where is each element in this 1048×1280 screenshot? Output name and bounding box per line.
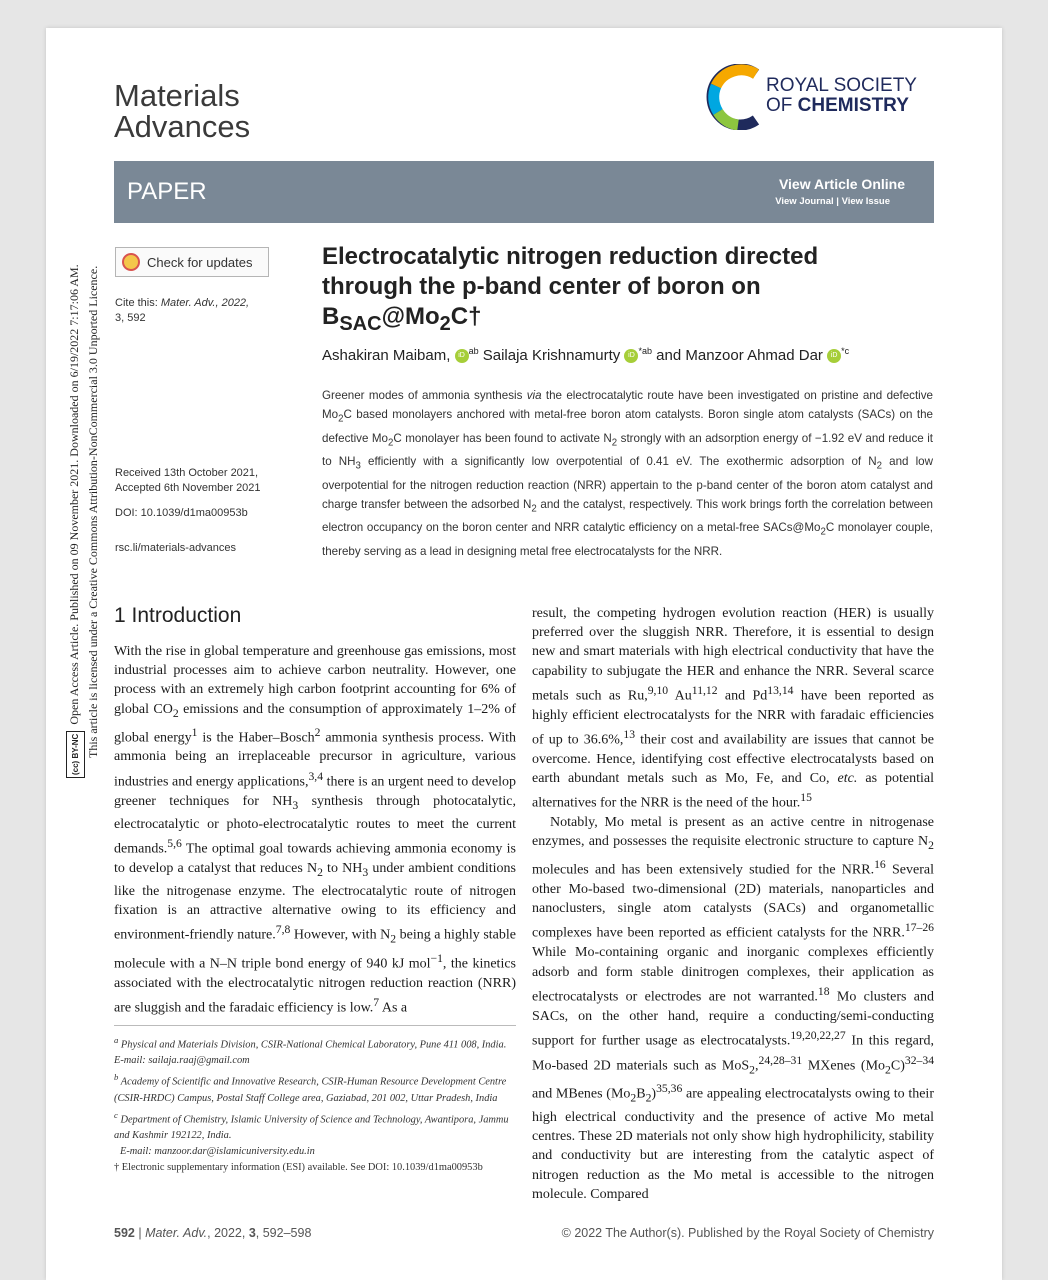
doi[interactable]: DOI: 10.1039/d1ma00953b [115, 507, 248, 519]
page-footer-citation: 592 | Mater. Adv., 2022, 3, 592–598 [114, 1226, 312, 1240]
license-note: This article is licensed under a Creative Commons Attribution-NonCommercial 3.0 Unported Licence. [86, 265, 100, 758]
affiliation-b: $^b$ Academy of Scientific and Innovative Research, CSIR-Human Resource Development Centre (CSIR-HRDC) Campus, Postal Staff College area, Gaziabad, 201 002, Uttar Pradesh, India [114, 1072, 507, 1104]
view-article-online-link[interactable]: View Article Online [778, 176, 905, 192]
check-for-updates-button[interactable]: Check for updates [115, 247, 269, 277]
article-page [46, 28, 1002, 1280]
journal-issue-links: View Journal | View Issue [775, 196, 890, 207]
orcid-icon[interactable]: iD [455, 349, 469, 363]
cc-license-icon[interactable]: (cc) BY-NC [66, 731, 85, 778]
affiliation-c: $^c$ Department of Chemistry, Islamic University of Science and Technology, Awantipora, Jammu and Kashmir 192122, India. [114, 1109, 509, 1142]
footnote-divider [114, 1025, 516, 1026]
paragraph: result, the competing hydrogen evolution reaction (HER) is usually preferred over the sluggish NRR. Therefore, it is essential to design new and smart materials with high electrical conductivity that have the capability to subjugate the HER and enhance the NRR. Several scarce metals such as Ru,$^{9,10}$ Au$^{11,12}$ and Pd$^{13,14}$ have been reported as highly efficient electrocatalysts for the NRR with faradaic efficiencies of up to 36.6%,$^{13}$ their cost and availability are issues that cannot be overcome. Hence, identifying cost effective electrocatalysts based on earth abundant metals such as Mo, Fe, and Co, etc. as potential alternatives for the NRR is the need of the hour.$^{15}$ [532, 606, 935, 811]
license-sidebar [66, 158, 102, 778]
affiliation-a: $^a$ Physical and Materials Division, CSIR-National Chemical Laboratory, Pune 411 008, India. E-mail: sailaja.raaj@gmail.com [114, 1035, 507, 1067]
journal-site-link[interactable]: rsc.li/materials-advances [115, 542, 237, 554]
author-list: Ashakiran Maibam, iD $^{ab}$ Sailaja Krishnamurty iD $^{*ab}$ and Manzoor Ahmad Dar iD $^{*c}$ [322, 346, 850, 364]
copyright: © 2022 The Author(s). Published by the Royal Society of Chemistry [561, 1226, 934, 1240]
title-formula: $B_{SAC}@Mo_2C\dagger$ [322, 303, 482, 335]
orcid-icon[interactable]: iD [624, 349, 638, 363]
affiliation-c-email: E-mail: manzoor.dar@islamicuniversity.edu.in [120, 1146, 315, 1158]
esi-note: † Electronic supplementary information (ESI) available. See DOI: 10.1039/d1ma00953b [114, 1162, 483, 1174]
abstract: Greener modes of ammonia synthesis via the electrocatalytic route have been investigated on pristine and defective $Mo_2C$ based monolayers anchored with metal-free boron atom catalysts. Boron single atom catalysts (SACs) on the defective $Mo_2C$ monolayer has been found to activate $N_2$ strongly with an adsorption energy of −1.92 eV and reduce it to $NH_3$ efficiently with a significantly low overpotential of 0.41 eV. The exothermic adsorption of $N_2$ and low overpotential for the nitrogen reduction reaction (NRR) appertain to the p-band center of the boron atom catalyst and charge transfer between the adsorbed $N_2$ and the catalyst, respectively. This work brings forth the correlation between electron occupancy on the boron center and NRR catalytic efficiency on a metal-free $SACs@Mo_2C$ monolayer couple, thereby serving as a lead in designing metal free electrocatalysts for the NRR. [322, 389, 933, 558]
view-journal-link[interactable]: View Journal [775, 196, 834, 207]
body-column-right [532, 604, 934, 1204]
article-title: Electrocatalytic nitrogen reduction directed through the p-band center of boron on $B_{SAC}@Mo_2C\dagger$ [322, 242, 902, 339]
citation: Cite this: Mater. Adv., 2022, 3, 592 [115, 297, 250, 324]
publication-info: (cc) BY-NCOpen Access Article. Published on 09 November 2021. Downloaded on 6/19/2022 7:17:06 AM. [66, 158, 85, 778]
section-heading: 1 Introduction [114, 604, 242, 627]
article-type: PAPER [127, 178, 207, 205]
publisher-name: ROYAL SOCIETY OF CHEMISTRY [766, 75, 917, 116]
body-column-left [114, 642, 516, 1018]
article-type-banner [114, 161, 934, 223]
affiliations [114, 1032, 516, 1176]
update-badge-icon [122, 253, 140, 271]
paragraph: Notably, Mo metal is present as an active centre in nitrogenase enzymes, and possesses the requisite electronic structure to capture $N_2$ molecules and has been extensively studied for the NRR.$^{16}$ Several other Mo-based two-dimensional (2D) materials, nanoparticles and nanoclusters, single atom catalysts (SACs) and organometallic complexes have been reported as efficient catalysts for the NRR.$^{17-26}$ While Mo-containing organic and inorganic complexes efficiently adsorb and form stable dinitrogen complexes, their application as electrocatalysts or electrodes are not warranted.$^{18}$ Mo clusters and SACs, on the other hand, require a conducting/semi-conducting support for further usage as electrocatalysts.$^{19,20,22,27}$ In this regard, Mo-based 2D materials such as MoS$_2$,$^{24,28-31}$ MXenes $(Mo_2C)^{32-34}$ and MBenes $(Mo_2B_2)^{35,36}$ are appealing electrocatalysts owing to their high electrical conductivity and the presence of active Mo metal centres. These 2D materials not only show high hydrophilicity, stability and conductivity but are interesting from the catalytic aspect of nitrogen reduction as the Mo metal is accessible to the nitrogen molecule. Compared [532, 815, 935, 1202]
journal-name: Materials Advances [114, 78, 251, 144]
article-dates: Received 13th October 2021, Accepted 6th November 2021 [115, 467, 261, 494]
rsc-logo-icon [706, 64, 768, 130]
orcid-icon[interactable]: iD [827, 349, 841, 363]
view-issue-link[interactable]: View Issue [841, 196, 890, 207]
paragraph: With the rise in global temperature and greenhouse gas emissions, most industrial processes aim to achieve carbon neutrality. However, one process with an extremely high carbon footprint accounting for 6% of global $CO_2$ emissions and the consumption of approximately 1–2% of global energy$^1$ is the Haber–Bosch$^2$ ammonia synthesis process. With ammonia being an irreplaceable precursor in agriculture, various industries and energy applications,$^{3,4}$ there is an urgent need to develop greener techniques for $NH_3$ synthesis through photocatalytic, electrocatalytic or photo-electrocatalytic routes to meet the current demands.$^{5,6}$ The optimal goal towards achieving ammonia economy is to develop a catalyst that reduces $N_2$ to $NH_3$ under ambient conditions like the nitrogenase enzyme. The electrocatalytic route of nitrogen fixation is an attractive alternative owing to its efficiency and environment-friendly nature.$^{7,8}$ However, with $N_2$ being a highly stable molecule with a N–N triple bond energy of 940 kJ mol$^{-1}$, the kinetics associated with the electrocatalytic nitrogen reduction reaction (NRR) are sluggish and the faradaic efficiency is low.$^7$ As a [114, 644, 516, 1016]
